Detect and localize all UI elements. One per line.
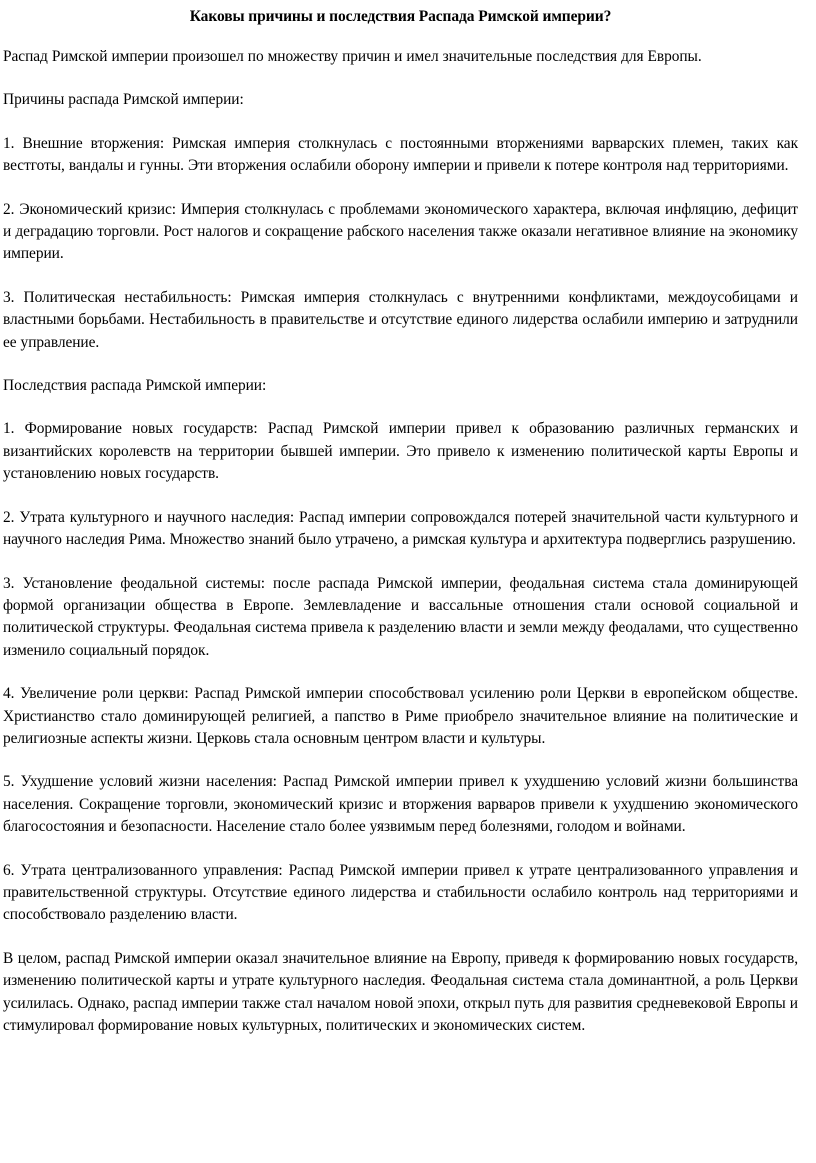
causes-heading: Причины распада Римской империи: <box>3 91 244 109</box>
page-title: Каковы причины и последствия Распада Римской империи? <box>189 8 612 25</box>
consequence-paragraph-1: 1. Формирование новых государств: Распад Римской империи привел к образованию различных германских и византийских королевств на территории бывшей империи. Это привело к изменению политической карты Европы и установлению новых государств. <box>3 420 798 483</box>
cause-paragraph-1: 1. Внешние вторжения: Римская империя столкнулась с постоянными вторжениями варварских племен, таких как вестготы, вандалы и гунны. Эти вторжения ослабили оборону империи и привели к потере контроля над территориями. <box>3 134 798 175</box>
cause-paragraph-2: 2. Экономический кризис: Империя столкнулась с проблемами экономического характера, включая инфляцию, дефицит и деградацию торговли. Рост налогов и сокращение рабского населения также оказали негативное влияние на экономику империи. <box>3 200 798 263</box>
consequence-paragraph-4: 4. Увеличение роли церкви: Распад Римской империи способствовал усилению роли Церкви в европейском обществе. Христианство стало доминирующей религией, а папство в Риме приобрело значительное влияние на политические и религиозные аспекты жизни. Церковь стала основным центром власти и культуры. <box>3 685 798 747</box>
cause-paragraph-3: 3. Политическая нестабильность: Римская империя столкнулась с внутренними конфликтами, междоусобицами и властными борьбами. Нестабильность в правительстве и отсутствие единого лидерства ослабили империю и затруднили ее управление. <box>3 288 798 351</box>
consequences-heading: Последствия распада Римской империи: <box>3 377 267 395</box>
consequence-paragraph-6: 6. Утрата централизованного управления: Распад Римской империи привел к утрате централизованного управления и правительственной структуры. Отсутствие единого лидерства и стабильности ослабило контроль над территориями и способствовало разделению власти. <box>3 861 798 924</box>
consequence-paragraph-2: 2. Утрата культурного и научного наследия: Распад империи сопровождался потерей значительной части культурного и научного наследия Рима. Множество знаний было утрачено, а римская культура и архитектура подверглись разрушению. <box>3 508 798 549</box>
consequence-paragraph-5: 5. Ухудшение условий жизни населения: Распад Римской империи привел к ухудшению условий жизни большинства населения. Сокращение торговли, экономический кризис и вторжения варваров привели к ухудшению экономического благосостояния и безопасности. Население стало более уязвимым перед болезнями, голодом и войнами. <box>3 773 798 836</box>
intro-paragraph: Распад Римской империи произошел по множеству причин и имел значительные последствия для Европы. <box>3 48 702 65</box>
conclusion-paragraph: В целом, распад Римской империи оказал значительное влияние на Европу, приведя к формированию новых государств, изменению политической карты и утрате культурного наследия. Феодальная система стала доминантной, а роль Церкви усилилась. Однако, распад империи также стал началом новой эпохи, открыл путь для развития средневековой Европы и стимулировал формирование новых культурных, политических и экономических систем. <box>3 949 798 1034</box>
consequence-paragraph-3: 3. Установление феодальной системы: после распада Римской империи, феодальная система стала доминирующей формой организации общества в Европе. Землевладение и вассальные отношения стали основой социальной и политической структуры. Феодальная система привела к разделению власти и земли между феодалами, что существенно изменило социальный порядок. <box>3 574 798 659</box>
